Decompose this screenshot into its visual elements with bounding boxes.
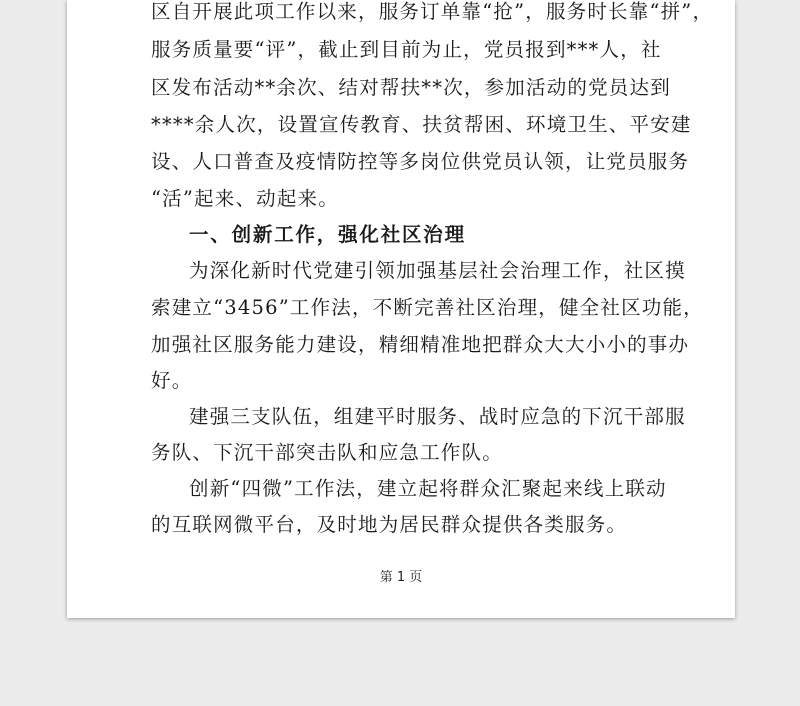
paragraph-line: 加强社区服务能力建设，精细精准地把群众大大小小的事办 (151, 333, 690, 356)
paragraph-line: 区自开展此项工作以来，服务订单靠“抢”，服务时长靠“拼”， (151, 0, 714, 23)
paragraph-line: 好。 (151, 369, 193, 392)
page-number: 第 1 页 (379, 570, 423, 585)
paragraph-line: 索建立“3456”工作法，不断完善社区治理，健全社区功能， (151, 296, 704, 319)
paragraph-line: 的互联网微平台，及时地为居民群众提供各类服务。 (151, 513, 628, 536)
section-heading: 一、创新工作，强化社区治理 (189, 223, 466, 246)
paragraph-line: 区发布活动**余次、结对帮扶**次，参加活动的党员达到 (151, 76, 671, 99)
paragraph-line: 创新“四微”工作法，建立起将群众汇聚起来线上联动 (189, 477, 667, 500)
document-page (67, 0, 735, 618)
paragraph-line: 为深化新时代党建引领加强基层社会治理工作，社区摸 (189, 259, 686, 282)
paragraph-line: 设、人口普查及疫情防控等多岗位供党员认领，让党员服务 (151, 150, 690, 173)
paragraph-line: ****余人次，设置宣传教育、扶贫帮困、环境卫生、平安建 (151, 113, 692, 136)
paragraph-line: “活”起来、动起来。 (151, 187, 339, 210)
paragraph-line: 建强三支队伍，组建平时服务、战时应急的下沉干部服 (189, 405, 686, 428)
paragraph-line: 服务质量要“评”，截止到目前为止，党员报到***人，社 (151, 38, 662, 61)
paragraph-line: 务队、下沉干部突击队和应急工作队。 (151, 441, 503, 464)
